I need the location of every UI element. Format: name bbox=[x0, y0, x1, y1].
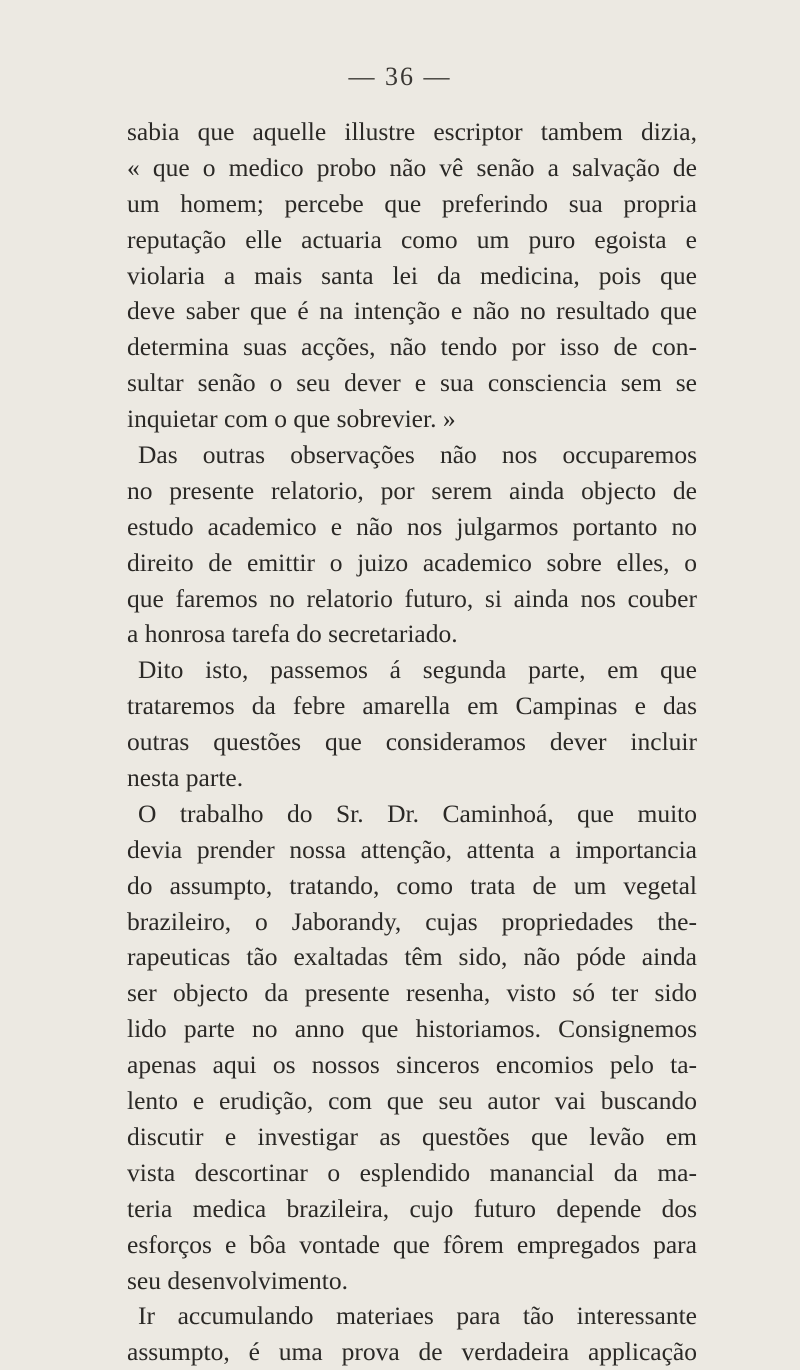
paragraph-start: Das outras observações não nos occuparemos bbox=[138, 440, 697, 470]
text-line: assumpto, é uma prova de verdadeira applicação bbox=[127, 1337, 697, 1367]
text-line: trataremos da febre amarella em Campinas e das bbox=[127, 691, 697, 721]
text-line: nesta parte. bbox=[127, 763, 244, 793]
text-line: determina suas acções, não tendo por isso de con- bbox=[127, 332, 697, 362]
text-line: violaria a mais santa lei da medicina, pois que bbox=[127, 260, 697, 290]
page-number: — 36 — bbox=[348, 62, 452, 91]
text-line: inquietar com o que sobrevier. » bbox=[127, 404, 456, 434]
text-line: do assumpto, tratando, como trata de um vegetal bbox=[127, 870, 697, 900]
text-line: no presente relatorio, por serem ainda objecto de bbox=[127, 475, 697, 505]
text-line: seu desenvolvimento. bbox=[127, 1265, 348, 1295]
text-line: teria medica brazileira, cujo futuro depende dos bbox=[127, 1193, 697, 1223]
text-line: devia prender nossa attenção, attenta a importancia bbox=[127, 834, 697, 864]
text-line: rapeuticas tão exaltadas têm sido, não póde ainda bbox=[127, 942, 697, 972]
text-line: reputação elle actuaria como um puro egoista e bbox=[127, 224, 697, 254]
text-line: estudo academico e não nos julgarmos portanto no bbox=[127, 511, 697, 541]
paragraph-start: Dito isto, passemos á segunda parte, em que bbox=[138, 655, 697, 685]
text-line: vista descortinar o esplendido manancial da ma- bbox=[127, 1157, 697, 1187]
text-line: a honrosa tarefa do secretariado. bbox=[127, 619, 458, 649]
text-line: direito de emittir o juizo academico sobre elles, o bbox=[127, 547, 697, 577]
text-line: discutir e investigar as questões que levão em bbox=[127, 1121, 697, 1151]
text-line: lido parte no anno que historiamos. Consignemos bbox=[127, 1014, 697, 1044]
text-line: sultar senão o seu dever e sua consciencia sem se bbox=[127, 368, 697, 398]
text-line: ser objecto da presente resenha, visto só ter sido bbox=[127, 978, 697, 1008]
text-line: um homem; percebe que preferindo sua propria bbox=[127, 188, 697, 218]
text-line: outras questões que consideramos dever incluir bbox=[127, 727, 697, 757]
text-line: apenas aqui os nossos sinceros encomios pelo ta- bbox=[127, 1050, 697, 1080]
text-line: lento e erudição, com que seu autor vai buscando bbox=[127, 1086, 697, 1116]
body-text bbox=[127, 114, 697, 1370]
text-line: esforços e bôa vontade que fôrem empregados para bbox=[127, 1229, 697, 1259]
text-line: que faremos no relatorio futuro, si ainda nos couber bbox=[127, 583, 697, 613]
text-line: « que o medico probo não vê senão a salvação de bbox=[127, 152, 697, 182]
text-line: deve saber que é na intenção e não no resultado que bbox=[127, 296, 697, 326]
text-line: sabia que aquelle illustre escriptor tambem dizia, bbox=[127, 117, 697, 146]
text-line: brazileiro, o Jaborandy, cujas propriedades the- bbox=[127, 906, 697, 936]
paragraph-start: Ir accumulando materiaes para tão interessante bbox=[138, 1301, 697, 1331]
paragraph-start: O trabalho do Sr. Dr. Caminhoá, que muito bbox=[138, 798, 697, 828]
